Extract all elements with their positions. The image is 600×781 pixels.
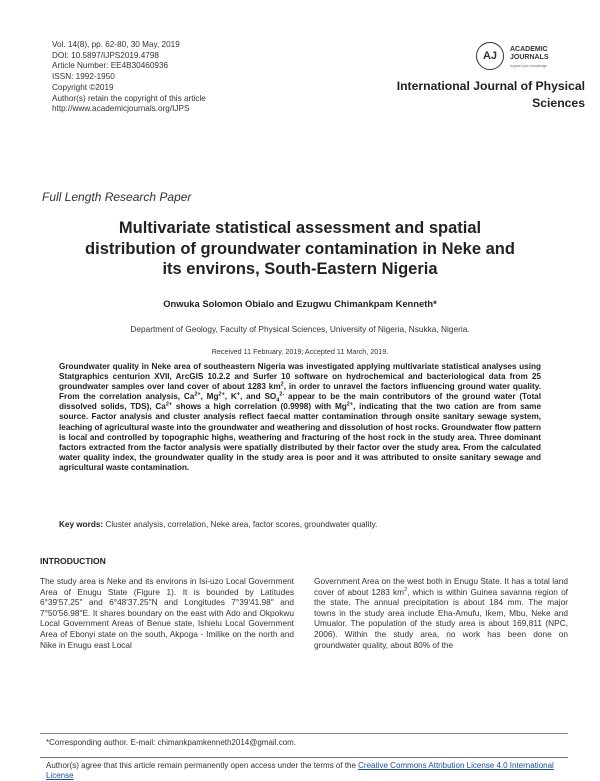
meta-copyright: Copyright ©2019 bbox=[52, 82, 114, 92]
article-metadata bbox=[52, 40, 206, 115]
meta-doi: DOI: 10.5897/IJPS2019.4798 bbox=[52, 50, 159, 60]
affiliation: Department of Geology, Faculty of Physical Sciences, University of Nigeria, Nsukka, Nigeria. bbox=[130, 324, 470, 334]
footnote-divider bbox=[40, 733, 568, 734]
journal-name: International Journal of Physical Sciences bbox=[396, 79, 585, 110]
logo-tagline: expand your knowledge bbox=[510, 64, 547, 68]
academic-journals-logo bbox=[476, 42, 586, 72]
meta-rights: Author(s) retain the copyright of this article bbox=[52, 93, 206, 103]
license-link[interactable]: Creative Commons Attribution License 4.0 International License bbox=[46, 761, 554, 781]
meta-volume: Vol. 14(8), pp. 62-80, 30 May, 2019 bbox=[52, 40, 180, 49]
footer-divider bbox=[40, 757, 568, 758]
meta-article-number: Article Number: EE4B30460936 bbox=[52, 61, 169, 71]
introduction-heading: INTRODUCTION bbox=[40, 556, 106, 566]
corresponding-author: *Corresponding author. E-mail: chimankpamkenneth2014@gmail.com. bbox=[46, 738, 297, 747]
paper-title: Multivariate statistical assessment and spatial distribution of groundwater contamination in Neke and its environs, South-Eastern Nigeria bbox=[85, 219, 515, 278]
introduction-column-right: Government Area on the west both in Enugu State. It has a total land cover of about 1283 $km^2$, which is within Guinea savanna region of the state. The annual precipitation is about 184 mm. The major towns in the study area include Eha-Amufu, Ikem, Mbu, Neke and Umualor. The population of the study area is about 169,811 (NPC, 2006). Within the study area, no work has been done on groundwater quality, about 80% of the bbox=[314, 576, 568, 650]
meta-url[interactable]: http://www.academicjournals.org/IJPS bbox=[52, 104, 190, 114]
author-list: Onwuka Solomon Obialo and Ezugwu Chimankpam Kenneth* bbox=[163, 298, 437, 309]
introduction-column-left: The study area is Neke and its environs in Isi-uzo Local Government Area of Enugu State (Figure 1). It is bounded by Latitudes 6°39'57.25" and 6°48'37.25"N and Longitudes 7°39'41.98" and 7°50'56.98"E. It shares boundary on the east with Ado and Okpokwu Local Government Areas of Benue state, Ishielu Local Government Area of Ebonyi state on the south, Akpoga - Imilike on the north and Nike in Enugu east Local bbox=[40, 576, 294, 650]
article-type: Full Length Research Paper bbox=[42, 190, 192, 204]
logo-monogram: AJ bbox=[476, 42, 504, 70]
meta-issn: ISSN: 1992-1950 bbox=[52, 72, 115, 82]
received-dates: Received 11 February, 2019; Accepted 11 March, 2019. bbox=[211, 347, 389, 356]
logo-wordmark: ACADEMIC JOURNALS bbox=[510, 46, 549, 61]
keywords-label: Key words: bbox=[59, 520, 104, 529]
license-statement: Author(s) agree that this article remain permanently open access under the terms of the Creative Commons Attribution License 4.0 International License bbox=[46, 761, 554, 781]
keywords: Key words: Cluster analysis, correlation, Neke area, factor scores, groundwater quality. bbox=[59, 520, 378, 529]
abstract: Groundwater quality in Neke area of southeastern Nigeria was investigated applying multivariate statistical analyses using Statgraphics centurion XVII, ArcGIS 10.2.2 and Surfer 10 software on hydrochemical and bacteriological data from 25 groundwater samples over land cover of about 1283 $km^2$, in order to unravel the factors influencing ground water quality. From the correlation analysis, $Ca^{2+}$, $Mg^{2+}$, K+, and $SO_4^{2-}$ appear to be the main contributors of the ground water (Total dissolved solids, TDS), $Ca^{2+}$ shows a high correlation (0.9998) with $Mg^{2+}$, indicating that the two cation are from same source. Factor analysis and cluster analysis reflect faecal matter contamination through onsite sanitary sewage system, leaching of agricultural waste into the groundwater and weathering and dissolution of host rocks. Groundwater flow pattern is local and controlled by topographic highs, weathering and fracturing of the host rock in the study area. Three dominant factors extracted from the factor analysis were spatially distributed by their factor over the study area. From the calculated water quality index, the groundwater quality in the study area is poor and it was attributed to onsite sanitary sewage and agricultural waste contamination. bbox=[59, 362, 542, 472]
